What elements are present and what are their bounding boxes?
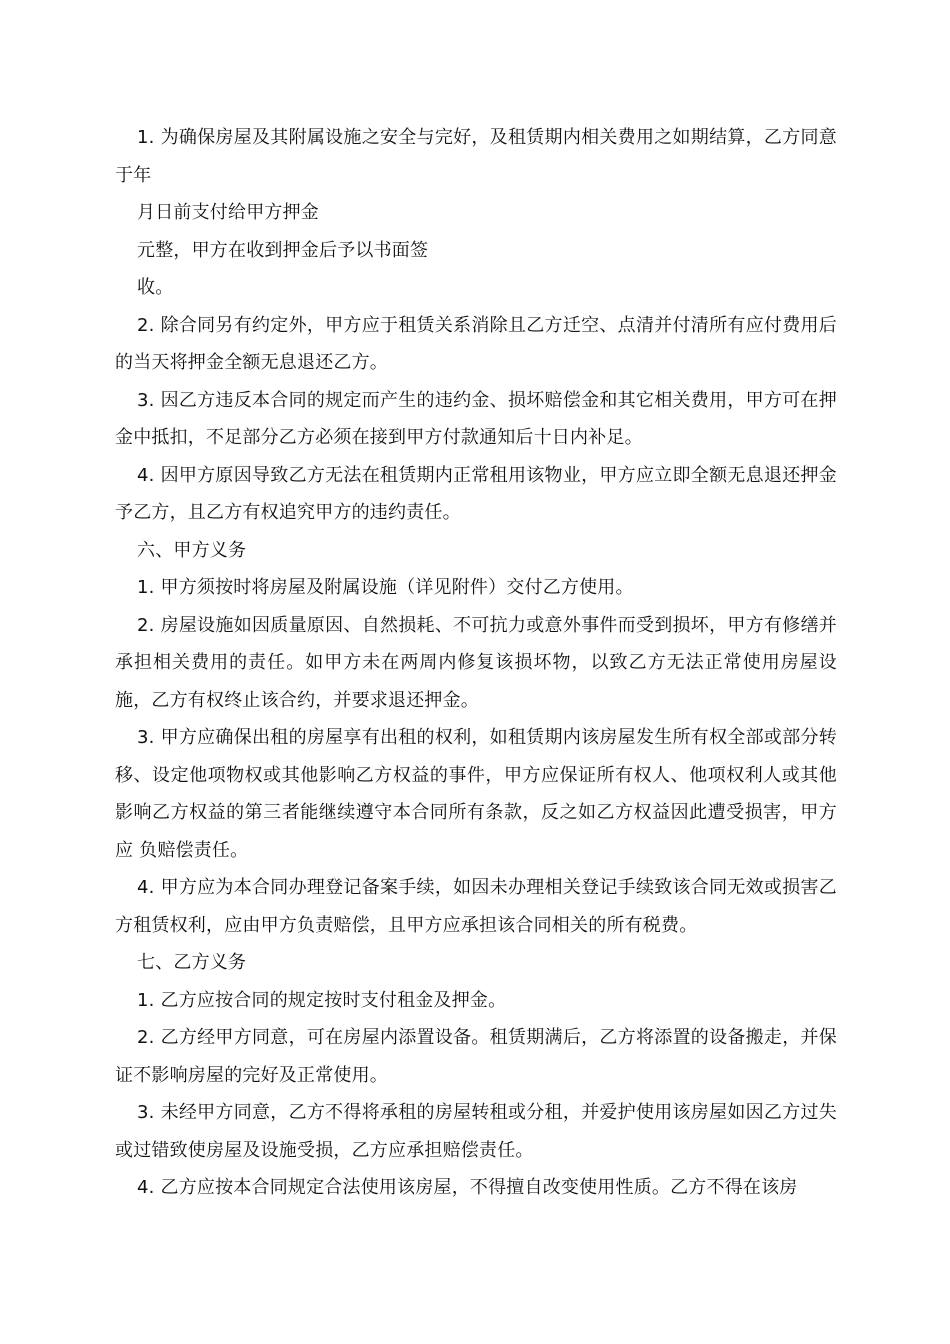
paragraph-party-b-clause-1: 1. 乙方应按合同的规定按时支付租金及押金。 xyxy=(137,989,507,1011)
paragraph-party-b-clause-2: 2. 乙方经甲方同意，可在房屋内添置设备。租赁期满后，乙方将添置的设备搬走，并保证不影响房屋的完好及正常使用。 xyxy=(115,1027,837,1086)
section-heading-party-b-obligations: 七、乙方义务 xyxy=(137,952,247,973)
paragraph-deposit-date-line: 月日前支付给甲方押金 xyxy=(137,202,319,223)
paragraph-party-a-clause-4: 4. 甲方应为本合同办理登记备案手续，如因未办理相关登记手续致该合同无效或损害乙方租赁权利，应由甲方负责赔偿，且甲方应承担该合同相关的所有税费。 xyxy=(115,877,837,936)
paragraph-party-a-clause-3: 3. 甲方应确保出租的房屋享有出租的权利，如租赁期内该房屋发生所有权全部或部分转移、设定他项物权或其他影响乙方权益的事件，甲方应保证所有权人、他项权利人或其他影响乙方权益的第三者能继续遵守本合同所有条款，反之如乙方权益因此遭受损害，甲方应 负赔偿责任。 xyxy=(115,727,837,861)
paragraph-party-b-clause-3: 3. 未经甲方同意，乙方不得将承租的房屋转租或分租，并爱护使用该房屋如因乙方过失或过错致使房屋及设施受损，乙方应承担赔偿责任。 xyxy=(115,1102,837,1161)
section-heading-party-a-obligations: 六、甲方义务 xyxy=(137,539,247,561)
paragraph-deposit-clause-2: 2. 除合同另有约定外，甲方应于租赁关系消除且乙方迁空、点清并付清所有应付费用后的当天将押金全额无息退还乙方。 xyxy=(115,314,837,373)
paragraph-deposit-clause-4: 4. 因甲方原因导致乙方无法在租赁期内正常租用该物业，甲方应立即全额无息退还押金予乙方，且乙方有权追究甲方的违约责任。 xyxy=(115,464,837,523)
paragraph-party-a-clause-1: 1. 甲方须按时将房屋及附属设施（详见附件）交付乙方使用。 xyxy=(137,577,634,598)
paragraph-deposit-receipt-line: 收。 xyxy=(137,277,174,298)
paragraph-deposit-amount-line: 元整，甲方在收到押金后予以书面签 xyxy=(137,239,429,261)
paragraph-deposit-clause-1: 1. 为确保房屋及其附属设施之安全与完好，及租赁期内相关费用之如期结算，乙方同意于年 xyxy=(115,127,837,186)
paragraph-party-b-clause-4: 4. 乙方应按本合同规定合法使用该房屋，不得擅自改变使用性质。乙方不得在该房 xyxy=(137,1177,798,1198)
paragraph-deposit-clause-3: 3. 因乙方违反本合同的规定而产生的违约金、损坏赔偿金和其它相关费用，甲方可在押金中抵扣，不足部分乙方必须在接到甲方付款通知后十日内补足。 xyxy=(115,389,837,448)
document-body xyxy=(115,119,837,1207)
paragraph-party-a-clause-2: 2. 房屋设施如因质量原因、自然损耗、不可抗力或意外事件而受到损坏，甲方有修缮并承担相关费用的责任。如甲方未在两周内修复该损坏物，以致乙方无法正常使用房屋设施，乙方有权终止该合约，并要求退还押金。 xyxy=(115,614,837,711)
